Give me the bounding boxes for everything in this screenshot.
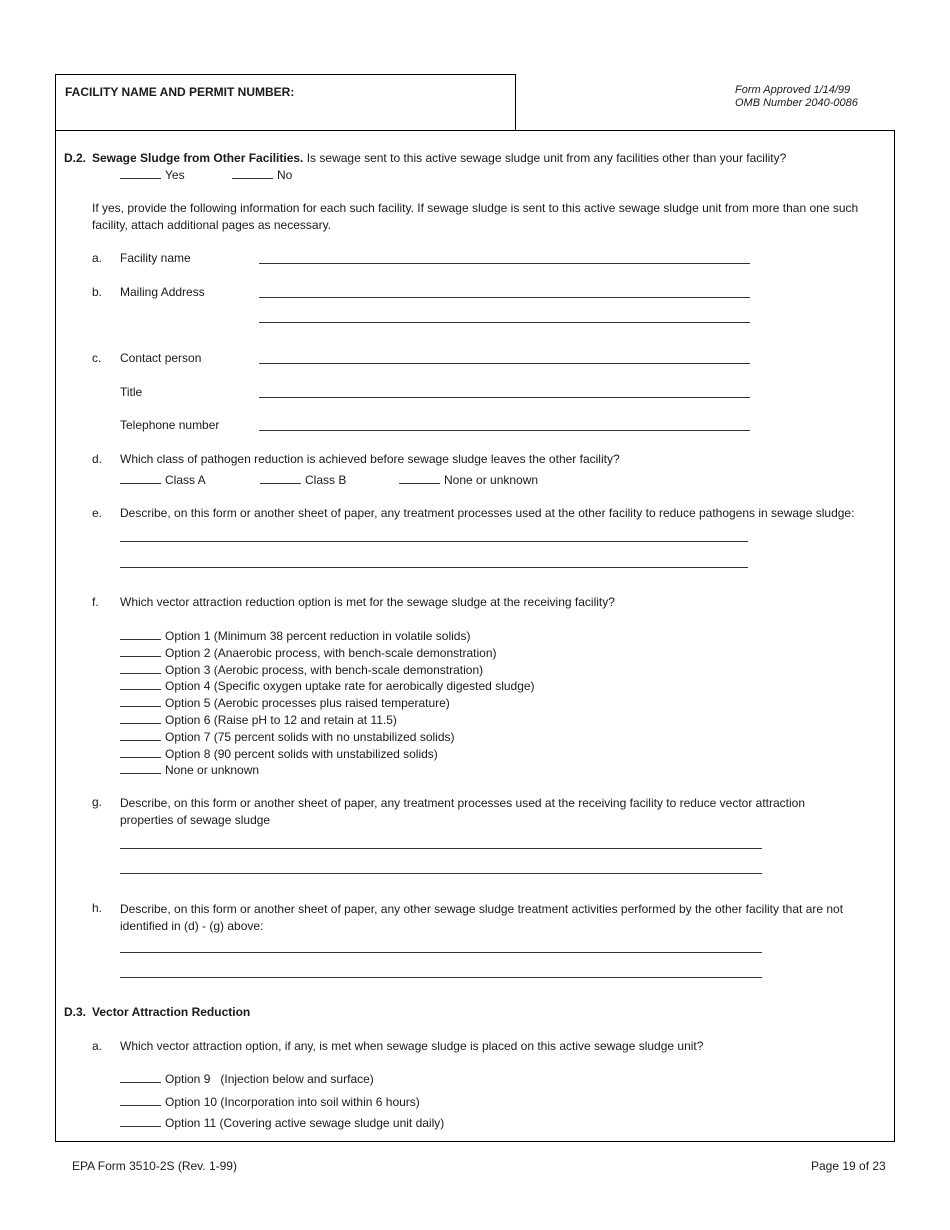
d3-title: Vector Attraction Reduction <box>92 1005 251 1019</box>
option-label: Option 2 (Anaerobic process, with bench-scale demonstration) <box>165 645 497 660</box>
d2-d-letter: d. <box>92 452 103 466</box>
option-blank[interactable] <box>120 1095 161 1106</box>
form-approved-date: Form Approved 1/14/99 <box>735 84 851 96</box>
vector-option-8[interactable] <box>120 746 535 763</box>
option-blank[interactable] <box>120 730 161 741</box>
vector-treatment-field-1[interactable] <box>120 848 762 849</box>
omb-number: OMB Number 2040-0086 <box>735 97 858 109</box>
d2-instructions: If yes, provide the following information for each such facility. If sewage sludge is sent to this active sewage sludge unit from more than one such facility, attach additional pages as necessary. <box>92 201 859 232</box>
option-blank[interactable] <box>120 1116 161 1127</box>
facility-header-box <box>55 74 516 130</box>
class-b-option[interactable] <box>260 473 346 487</box>
d2-a-letter: a. <box>92 251 103 265</box>
d2-yes-blank[interactable] <box>120 168 161 179</box>
mailing-address-label: Mailing Address <box>120 285 205 299</box>
vector-option-6[interactable] <box>120 712 535 729</box>
d3-a-letter: a. <box>92 1039 103 1053</box>
contact-person-label: Contact person <box>120 351 202 365</box>
vector-option-none[interactable] <box>120 762 535 779</box>
option-blank[interactable] <box>120 696 161 707</box>
none-unknown-label: None or unknown <box>444 473 539 487</box>
mailing-address-field-1[interactable] <box>259 297 750 298</box>
option-label: Option 8 (90 percent solids with unstabilized solids) <box>165 746 438 761</box>
other-activities-field-2[interactable] <box>120 977 762 978</box>
d2-e-letter: e. <box>92 506 103 520</box>
vector-options-list <box>120 628 535 779</box>
pathogen-question: Which class of pathogen reduction is achieved before sewage sludge leaves the other facility? <box>120 452 620 466</box>
mailing-address-field-2[interactable] <box>259 322 750 323</box>
vector-option-5[interactable] <box>120 695 535 712</box>
facility-name-label: Facility name <box>120 251 191 265</box>
option-blank[interactable] <box>120 1072 161 1083</box>
d2-number: D.2. <box>64 151 87 165</box>
pathogen-treatment-field-1[interactable] <box>120 541 748 542</box>
option-blank[interactable] <box>120 679 161 690</box>
d2-question: Is sewage sent to this active sewage sludge unit from any facilities other than your facility? <box>303 151 787 165</box>
d2-heading <box>92 151 786 165</box>
d2-c-letter: c. <box>92 351 102 365</box>
d3-option-11[interactable] <box>120 1116 444 1130</box>
none-unknown-option[interactable] <box>399 473 538 487</box>
title-field[interactable] <box>259 397 750 398</box>
none-unknown-blank[interactable] <box>399 473 440 484</box>
page-number: Page 19 of 23 <box>811 1159 886 1173</box>
pathogen-treatment-question: Describe, on this form or another sheet of paper, any treatment processes used at the other facility to reduce pathogens in sewage sludge: <box>120 506 855 520</box>
d2-yes-field[interactable] <box>120 168 185 182</box>
option-label: Option 7 (75 percent solids with no unstabilized solids) <box>165 729 455 744</box>
d3-option-9[interactable] <box>120 1072 374 1086</box>
d2-no-label: No <box>277 168 293 182</box>
option-blank[interactable] <box>120 713 161 724</box>
facility-label: FACILITY NAME AND PERMIT NUMBER: <box>65 85 295 99</box>
option-label: Option 11 (Covering active sewage sludge unit daily) <box>165 1116 445 1130</box>
other-activities-question: Describe, on this form or another sheet of paper, any other sewage sludge treatment activities performed by the other facility that are not identified in (d) - (g) above: <box>120 902 844 933</box>
vector-treatment-field-2[interactable] <box>120 873 762 874</box>
vector-treatment-question: Describe, on this form or another sheet of paper, any treatment processes used at the receiving facility to reduce vector attraction properties of sewage sludge <box>120 796 806 827</box>
option-label: Option 10 (Incorporation into soil within 6 hours) <box>165 1095 420 1109</box>
option-label: Option 9 (Injection below and surface) <box>165 1072 374 1086</box>
vector-option-3[interactable] <box>120 662 535 679</box>
option-blank[interactable] <box>120 629 161 640</box>
d3-number: D.3. <box>64 1005 87 1019</box>
telephone-label: Telephone number <box>120 418 220 432</box>
d2-no-blank[interactable] <box>232 168 273 179</box>
pathogen-treatment-field-2[interactable] <box>120 567 748 568</box>
d2-yes-label: Yes <box>165 168 185 182</box>
form-id: EPA Form 3510-2S (Rev. 1-99) <box>72 1159 237 1173</box>
option-blank[interactable] <box>120 663 161 674</box>
d3-option-10[interactable] <box>120 1095 420 1109</box>
title-label: Title <box>120 385 143 399</box>
d3-question: Which vector attraction option, if any, is met when sewage sludge is placed on this active sewage sludge unit? <box>120 1039 704 1053</box>
class-b-label: Class B <box>305 473 347 487</box>
option-label: Option 3 (Aerobic process, with bench-scale demonstration) <box>165 662 484 677</box>
class-a-blank[interactable] <box>120 473 161 484</box>
class-a-label: Class A <box>165 473 206 487</box>
facility-name-field[interactable] <box>259 263 750 264</box>
class-a-option[interactable] <box>120 473 206 487</box>
option-blank[interactable] <box>120 747 161 758</box>
form-approval-info <box>735 84 858 110</box>
class-b-blank[interactable] <box>260 473 301 484</box>
option-blank[interactable] <box>120 763 161 774</box>
option-label: Option 1 (Minimum 38 percent reduction in volatile solids) <box>165 629 471 643</box>
option-label: Option 6 (Raise pH to 12 and retain at 11.5) <box>165 712 397 727</box>
vector-option-1[interactable] <box>120 628 535 645</box>
option-label: Option 4 (Specific oxygen uptake rate for aerobically digested sludge) <box>165 679 535 694</box>
option-blank[interactable] <box>120 646 161 657</box>
contact-person-field[interactable] <box>259 363 750 364</box>
vector-option-2[interactable] <box>120 645 535 662</box>
d2-b-letter: b. <box>92 285 103 299</box>
d2-title: Sewage Sludge from Other Facilities. <box>92 151 304 165</box>
other-activities-field-1[interactable] <box>120 952 762 953</box>
vector-option-7[interactable] <box>120 729 535 746</box>
vector-option-4[interactable] <box>120 678 535 695</box>
d2-f-letter: f. <box>92 595 99 609</box>
d2-g-letter: g. <box>92 795 103 809</box>
vector-option-question: Which vector attraction reduction option is met for the sewage sludge at the receiving facility? <box>120 595 615 609</box>
option-label: Option 5 (Aerobic processes plus raised temperature) <box>165 696 450 711</box>
d2-no-field[interactable] <box>232 168 292 182</box>
d2-h-letter: h. <box>92 901 103 915</box>
option-label: None or unknown <box>165 763 260 778</box>
telephone-field[interactable] <box>259 430 750 431</box>
